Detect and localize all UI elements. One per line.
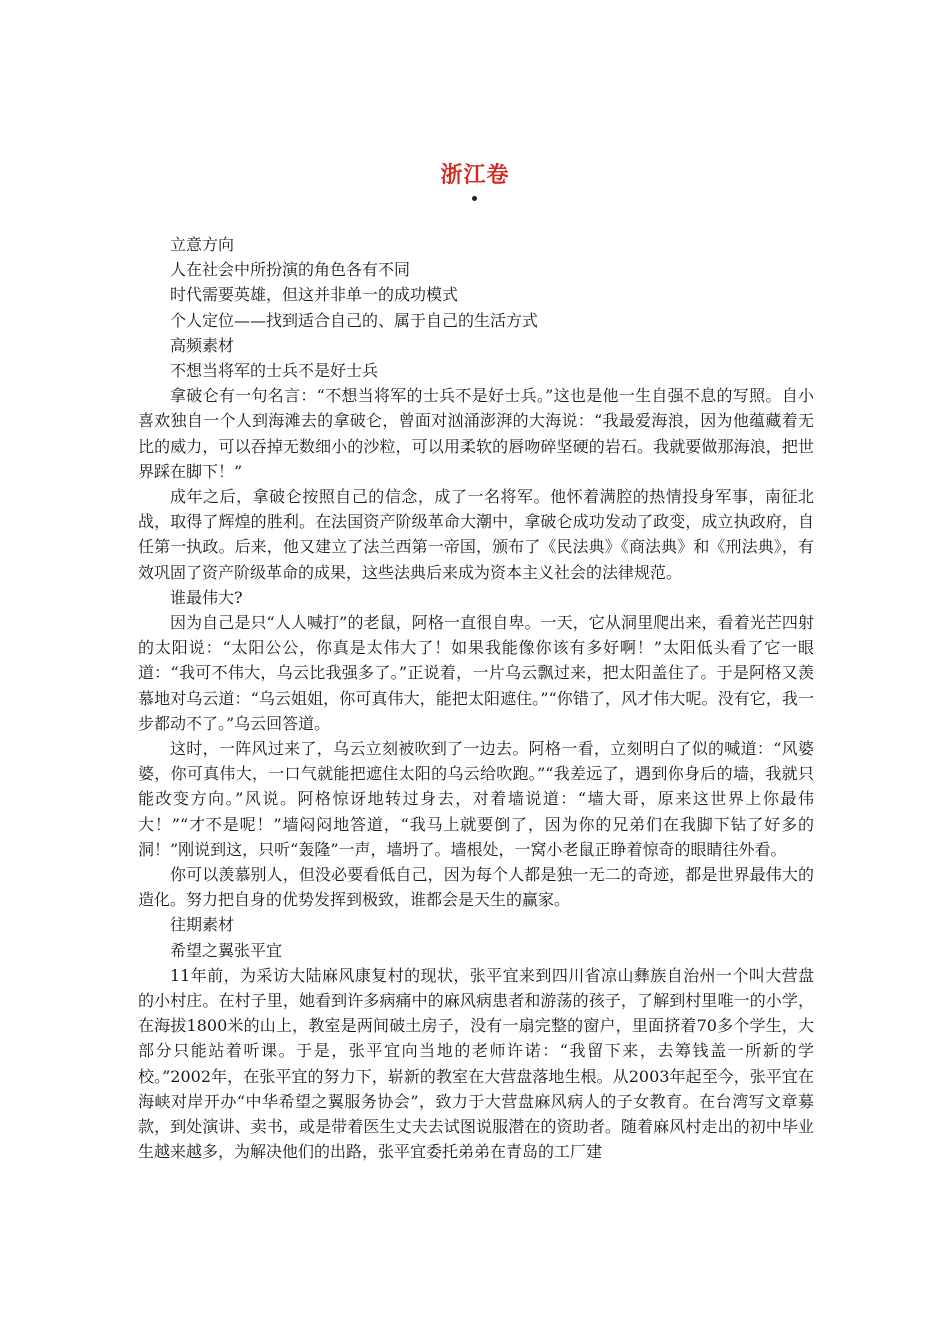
heading-past-material: 往期素材	[170, 915, 235, 935]
page-title: 浙江卷	[440, 163, 510, 188]
paragraph-greatest-3: 你可以羡慕别人，但没必要看低自己，因为每个人都是独一无二的奇迹，都是世界最伟大的造化。努力把自身的优势发挥到极致，谁都会是天生的赢家。	[138, 864, 814, 910]
paragraph-greatest-2: 这时，一阵风过来了，乌云立刻被吹到了一边去。阿格一看，立刻明白了似的喊道：“风婆婆，你可真伟大，一口气就能把遮住太阳的乌云给吹跑。”“我差远了，遇到你身后的墙，我就只能改变方向。”风说。阿格惊讶地转过身去，对着墙说道：“墙大哥，原来这世界上你最伟大！”“才不是呢！”墙闷闷地答道，“我马上就要倒了，因为你的兄弟们在我脚下钻了好多的洞！”刚说到这，只听“轰隆”一声，墙坍了。墙根处，一窝小老鼠正睁着惊奇的眼睛往外看。	[138, 738, 814, 859]
paragraph-hope-wings: 11年前，为采访大陆麻风康复村的现状，张平宜来到四川省凉山彝族自治州一个叫大营盘的小村庄。在村子里，她看到许多病痛中的麻风病患者和游荡的孩子，了解到村里唯一的小学，在海拔1800米的山上，教室是两间破土房子，没有一扇完整的窗户，里面挤着70多个学生，大部分只能站着听课。于是，张平宜向当地的老师许诺：“我留下来，去筹钱盖一所新的学校。”2002年，在张平宜的努力下，崭新的教室在大营盘落地生根。从2003年起至今，张平宜在海峡对岸开办“中华希望之翼服务协会”，致力于大营盘麻风病人的子女教育。在台湾写文章募款，到处演讲、卖书，或是带着医生丈夫去试图说服潜在的资助者。随着麻风村走出的初中毕业生越来越多，为解决他们的出路，张平宜委托弟弟在青岛的工厂建	[138, 965, 814, 1162]
document-body	[138, 232, 814, 1164]
heading-theme-direction: 立意方向	[170, 235, 235, 254]
heading-who-is-greatest: 谁最伟大?	[170, 587, 243, 607]
paragraph-napoleon-1: 拿破仑有一句名言：“不想当将军的士兵不是好士兵。”这也是他一生自强不息的写照。自小喜欢独自一个人到海滩去的拿破仑，曾面对汹涌澎湃的大海说：“我最爱海浪，因为他蕴藏着无比的威力，可以吞掉无数细小的沙粒，可以用柔软的唇吻碎坚硬的岩石。我就要做那海浪，把世界踩在脚下！”	[138, 386, 814, 481]
title-bullet-dot	[472, 196, 477, 201]
heading-napoleon: 不想当将军的士兵不是好士兵	[170, 360, 379, 380]
paragraph-greatest-1: 因为自己是只“人人喊打”的老鼠，阿格一直很自卑。一天，它从洞里爬出来，看着光芒四射的太阳说：“太阳公公，你真是太伟大了！如果我能像你该有多好啊！”太阳低头看了它一眼道：“我可不伟大，乌云比我强多了。”正说着，一片乌云飘过来，把太阳盖住了。于是阿格又羡慕地对乌云道：“乌云姐姐，你可真伟大，能把太阳遮住。”“你错了，风才伟大呢。没有它，我一步都动不了。”乌云回答道。	[138, 612, 814, 733]
heading-frequent-material: 高频素材	[170, 335, 235, 355]
heading-hope-wings: 希望之翼张平宜	[170, 940, 283, 960]
outline-item: 人在社会中所扮演的角色各有不同	[170, 260, 411, 280]
outline-item: 时代需要英雄，但这并非单一的成功模式	[170, 285, 459, 305]
outline-item: 个人定位——找到适合自己的、属于自己的生活方式	[170, 310, 539, 330]
paragraph-napoleon-2: 成年之后，拿破仑按照自己的信念，成了一名将军。他怀着满腔的热情投身军事，南征北战，取得了辉煌的胜利。在法国资产阶级革命大潮中，拿破仑成功发动了政变，成立执政府，自任第一执政。后来，他又建立了法兰西第一帝国，颁布了《民法典》《商法典》和《刑法典》，有效巩固了资产阶级革命的成果，这些法典后来成为资本主义社会的法律规范。	[138, 486, 814, 582]
